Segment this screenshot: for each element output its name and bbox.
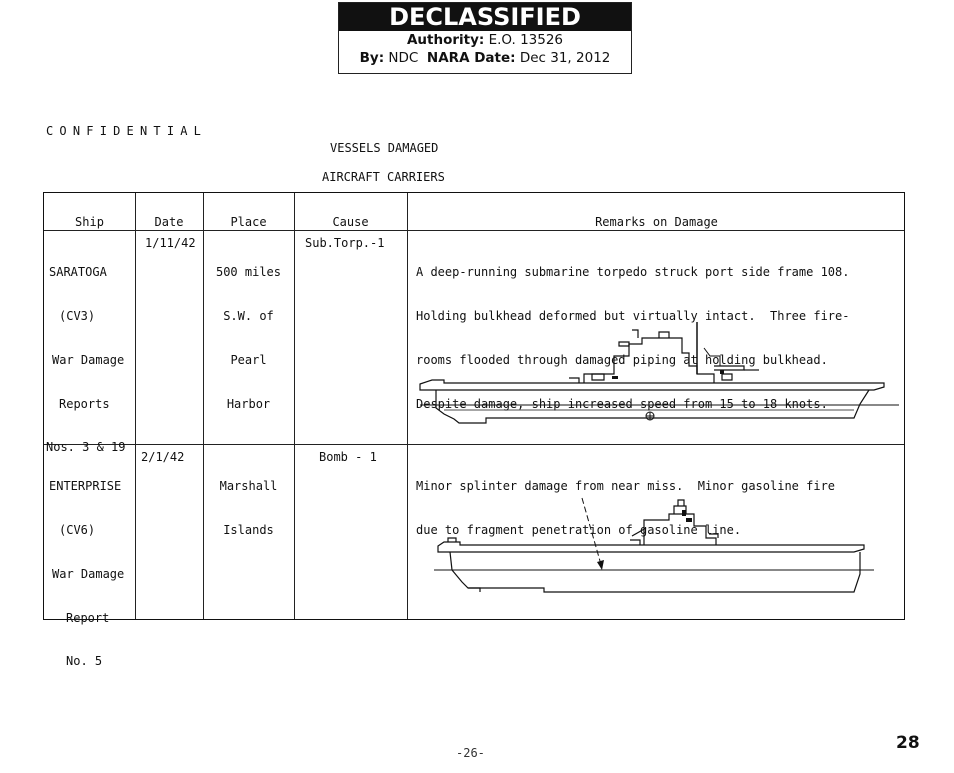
remarks-line: Despite damage, ship increased speed from 15 to 18 knots.	[416, 396, 828, 411]
ship-cell	[46, 236, 126, 484]
column-divider	[135, 193, 136, 619]
place-cell	[203, 450, 294, 567]
document-subtitle: AIRCRAFT CARRIERS	[322, 170, 445, 184]
damage-table	[43, 192, 905, 669]
stamp-by-label: By:	[359, 50, 385, 66]
ship-report: Report	[66, 610, 110, 625]
ship-hull: (CV6)	[59, 522, 96, 537]
ship-report: Reports	[59, 396, 110, 411]
page-number: 28	[896, 733, 920, 753]
remarks-line: Holding bulkhead deformed but virtually intact. Three fire-	[416, 308, 850, 323]
stamp-authority-label: Authority:	[406, 32, 485, 48]
header-divider	[44, 230, 904, 231]
ship-name: ENTERPRISE	[49, 479, 122, 494]
remarks-line: A deep-running submarine torpedo struck port side frame 108.	[416, 265, 850, 280]
ship-report: War Damage	[52, 566, 125, 581]
col-header-cause: Cause	[332, 215, 369, 229]
cause-cell: Sub.Torp.-1	[305, 236, 385, 250]
col-header-ship: Ship	[75, 215, 104, 229]
place-line: S.W. of	[223, 308, 274, 323]
ship-name: SARATOGA	[49, 265, 107, 280]
ship-hull: (CV3)	[59, 308, 96, 323]
stamp-nara-value: Dec 31, 2012	[519, 50, 611, 66]
stamp-nara-label: NARA Date:	[426, 50, 516, 66]
stamp-heading: DECLASSIFIED	[339, 3, 631, 31]
ship-report: Nos. 3 & 19	[46, 440, 126, 455]
ship-report: No. 5	[66, 654, 103, 669]
stamp-authority	[339, 31, 631, 49]
ship-report: War Damage	[52, 352, 125, 367]
stamp-by-line	[339, 49, 631, 67]
place-line: Harbor	[226, 396, 271, 411]
col-header-remarks: Remarks on Damage	[595, 215, 718, 229]
stamp-authority-value: E.O. 13526	[488, 32, 564, 48]
stamp-by-value: NDC	[388, 50, 419, 66]
remarks-line: due to fragment penetration of gasoline line.	[416, 522, 742, 537]
carrier-profile-torpedo-hit-icon	[414, 318, 899, 433]
page-label: -26-	[456, 746, 485, 760]
col-header-place: Place	[230, 215, 267, 229]
place-cell	[203, 236, 294, 440]
ship-cell	[49, 450, 124, 698]
remarks-line: Minor splinter damage from near miss. Minor gasoline fire	[416, 479, 836, 494]
place-line: Marshall	[219, 479, 278, 494]
place-line: Islands	[223, 522, 274, 537]
col-header-date: Date	[154, 215, 184, 229]
cause-cell: Bomb - 1	[319, 450, 377, 464]
document-title: VESSELS DAMAGED	[330, 141, 439, 155]
declassified-stamp	[338, 2, 632, 74]
row-divider	[44, 444, 904, 445]
place-line: 500 miles	[215, 265, 282, 280]
column-divider	[407, 193, 408, 619]
date-cell: 2/1/42	[141, 450, 185, 464]
place-line: Pearl	[230, 352, 267, 367]
column-divider	[294, 193, 295, 619]
remarks-line: rooms flooded through damaged piping at holding bulkhead.	[416, 352, 828, 367]
carrier-profile-near-miss-arrow-icon	[434, 498, 874, 603]
date-cell: 1/11/42	[145, 236, 196, 250]
classification-label: CONFIDENTIAL	[46, 124, 208, 138]
